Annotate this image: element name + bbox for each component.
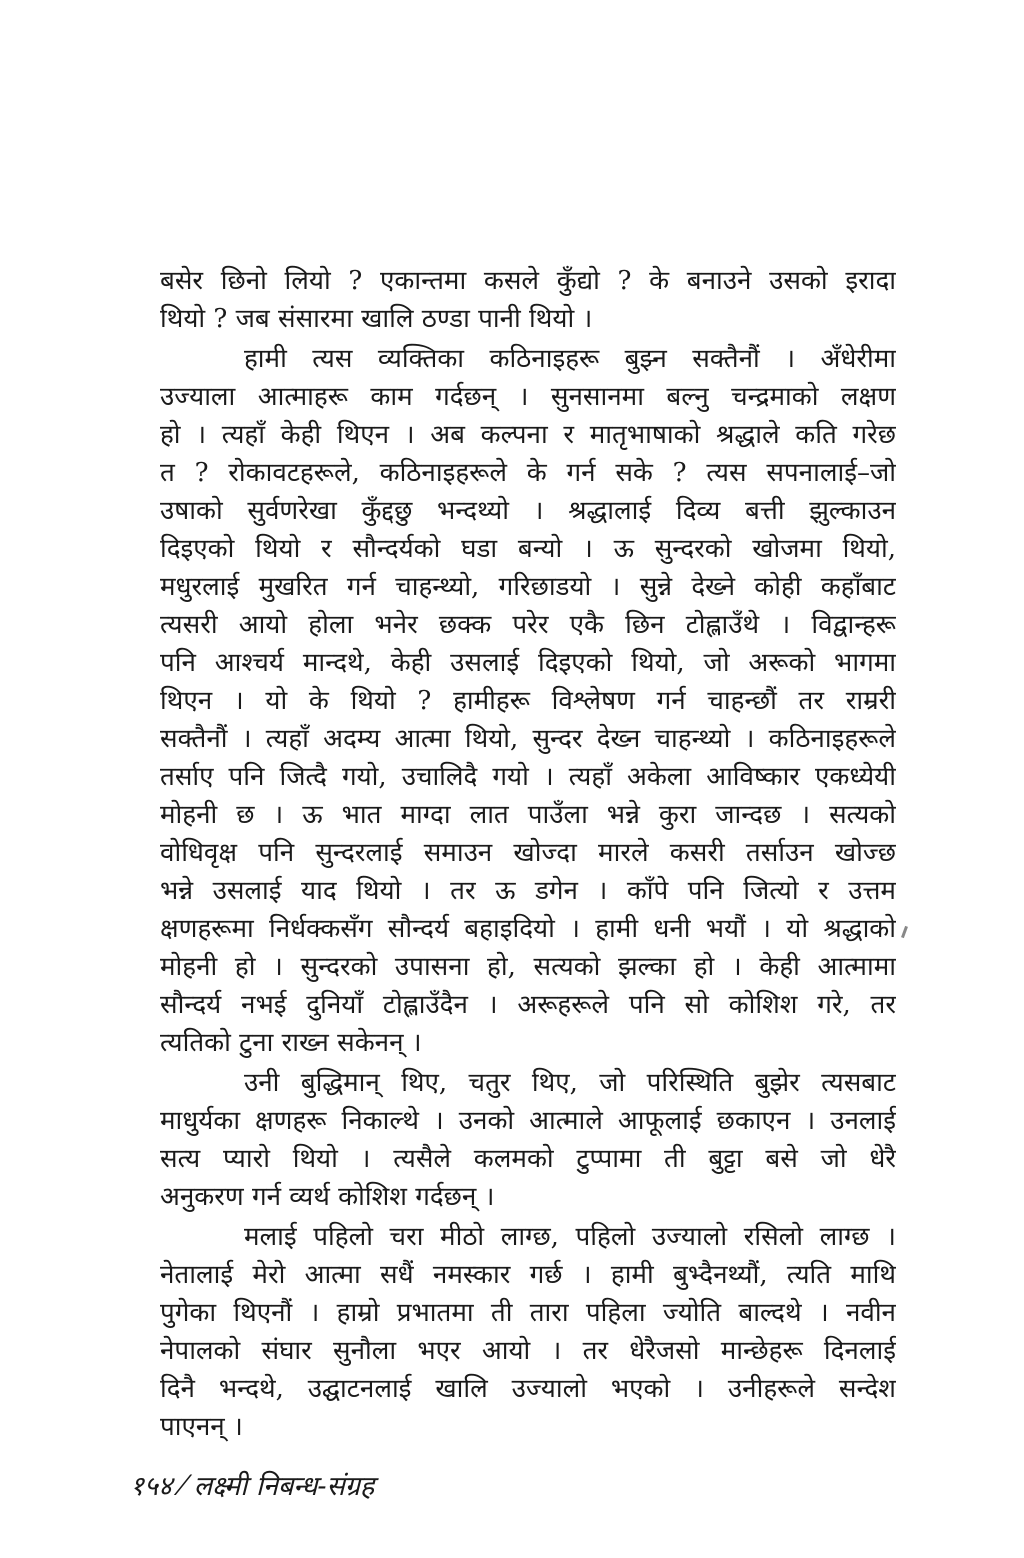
paragraph [160,262,896,338]
paragraph [160,1218,896,1446]
text-line: पाएनन् । [160,1412,243,1442]
text-line: सौन्दर्य नभई दुनियाँ टोह्लाउँदैन । अरूहरूले पनि सो कोशिश गरे, तर [160,990,896,1020]
text-line: उषाको सुर्वणरेखा कुँद्दछु भन्दथ्यो । श्रद्धालाई दिव्य बत्ती झुल्काउन [160,496,896,526]
text-line: मोहनी छ । ऊ भात माग्दा लात पाउँला भन्ने कुरा जान्दछ । सत्यको [160,800,896,830]
text-line: नेतालाई मेरो आत्मा सधैं नमस्कार गर्छ । हामी बुभ्दैनथ्यौं, त्यति माथि [160,1260,896,1290]
page-footer: १५४ ⁄ लक्ष्मी निबन्ध-संग्रह [130,1471,375,1502]
text-line: सत्य प्यारो थियो । त्यसैले कलमको टुप्पामा ती बुट्टा बसे जो धेरै [160,1144,896,1174]
margin-mark [901,926,908,938]
text-line: मलाई पहिलो चरा मीठो लाग्छ, पहिलो उज्यालो रसिलो लाग्छ । [244,1222,896,1252]
paragraph [160,1064,896,1216]
text-line: भन्ने उसलाई याद थियो । तर ऊ डगेन । काँपे पनि जित्यो र उत्तम [160,876,896,906]
text-line: बसेर छिनो लियो ? एकान्तमा कसले कुँद्यो ? के बनाउने उसको इरादा [160,266,896,296]
text-line: सक्तैनौं । त्यहाँ अदम्य आत्मा थियो, सुन्दर देख्न चाहन्थ्यो । कठिनाइहरूले [160,724,896,754]
text-line: पुगेका थिएनौं । हाम्रो प्रभातमा ती तारा पहिला ज्योति बाल्दथे । नवीन [160,1298,896,1328]
text-line: उनी बुद्धिमान् थिए, चतुर थिए, जो परिस्थिति बुझेर त्यसबाट [244,1068,896,1098]
text-line: माधुर्यका क्षणहरू निकाल्थे । उनको आत्माले आफूलाई छकाएन । उनलाई [160,1106,896,1136]
text-line: थियो ? जब संसारमा खालि ठण्डा पानी थियो । [160,304,593,334]
text-line: क्षणहरूमा निर्धक्कसँग सौन्दर्य बहाइदियो । हामी धनी भयौं । यो श्रद्धाको [160,914,896,944]
text-line: त्यतिको टुना राख्न सकेनन् । [160,1028,422,1058]
text-line: नेपालको संघार सुनौला भएर आयो । तर धेरैजसो मान्छेहरू दिनलाई [160,1336,896,1366]
text-line: त ? रोकावटहरूले, कठिनाइहरूले के गर्न सके ? त्यस सपनालाई–जो [160,458,896,488]
text-line: वोधिवृक्ष पनि सुन्दरलाई समाउन खोज्दा मारले कसरी तर्साउन खोज्छ [160,838,896,868]
text-line: मोहनी हो । सुन्दरको उपासना हो, सत्यको झल्का हो । केही आत्मामा [160,952,896,982]
text-line: मधुरलाई मुखरित गर्न चाहन्थ्यो, गरिछाडयो । सुन्ने देख्ने कोही कहाँबाट [160,572,896,602]
body-text [160,262,896,1446]
text-line: त्यसरी आयो होला भनेर छक्क परेर एकै छिन टोह्लाउँथे । विद्वान्हरू [160,610,896,640]
paragraph [160,340,896,1062]
text-line: दिइएको थियो र सौन्दर्यको घडा बन्यो । ऊ सुन्दरको खोजमा थियो, [160,534,896,564]
text-line: पनि आश्चर्य मान्दथे, केही उसलाई दिइएको थियो, जो अरूको भागमा [160,648,896,678]
text-line: हो । त्यहाँ केही थिएन । अब कल्पना र मातृभाषाको श्रद्धाले कति गरेछ [160,420,896,450]
text-line: अनुकरण गर्न व्यर्थ कोशिश गर्दछन् । [160,1182,495,1212]
text-line: दिनै भन्दथे, उद्घाटनलाई खालि उज्यालो भएको । उनीहरूले सन्देश [160,1374,896,1404]
text-line: थिएन । यो के थियो ? हामीहरू विश्लेषण गर्न चाहन्छौं तर राम्ररी [160,686,896,716]
text-line: उज्याला आत्माहरू काम गर्दछन् । सुनसानमा बल्नु चन्द्रमाको लक्षण [160,382,896,412]
text-line: तर्साए पनि जित्दै गयो, उचालिदै गयो । त्यहाँ अकेला आविष्कार एकध्येयी [160,762,896,792]
text-line: हामी त्यस व्यक्तिका कठिनाइहरू बुझ्न सक्तैनौं । अँधेरीमा [244,344,896,374]
